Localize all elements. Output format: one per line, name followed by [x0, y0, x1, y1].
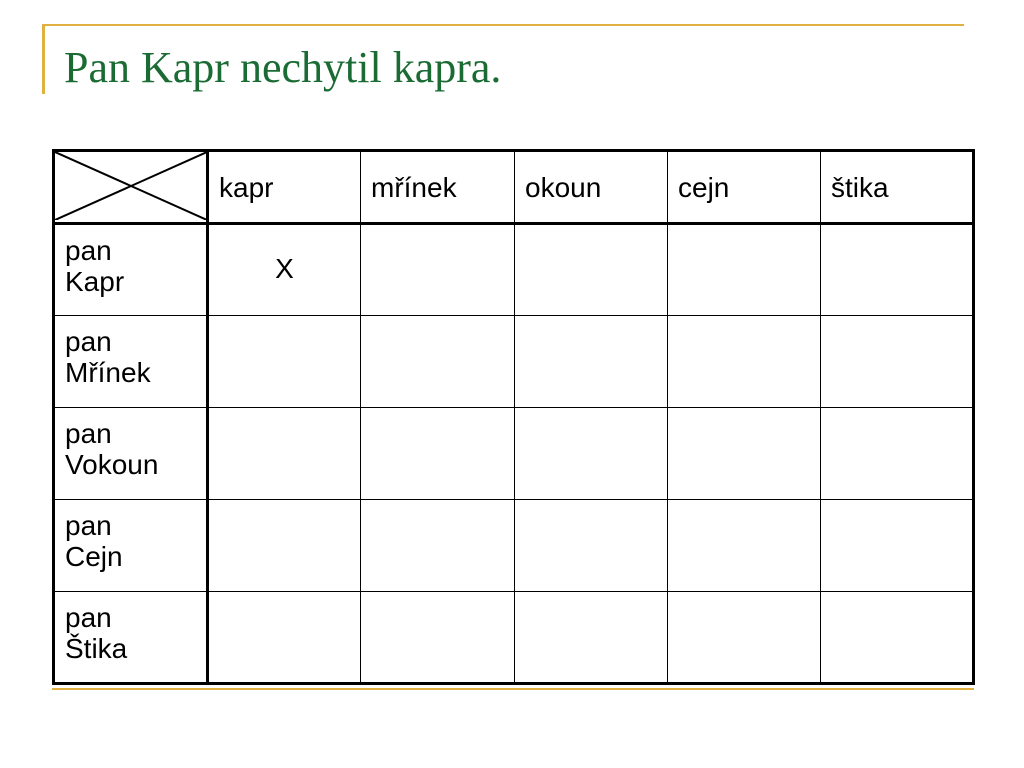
- row-header: [54, 500, 208, 592]
- grid-cell: [668, 500, 821, 592]
- grid-cell: [515, 408, 668, 500]
- row-header-name: Štika: [65, 633, 128, 664]
- row-header: [54, 592, 208, 684]
- grid-cell: [361, 592, 515, 684]
- logic-grid-table: [52, 149, 975, 685]
- table-row: [54, 408, 974, 500]
- row-header-pan: pan: [65, 235, 112, 266]
- grid-cell: [515, 316, 668, 408]
- column-header-kapr: kapr: [208, 151, 361, 224]
- grid-cell: [208, 500, 361, 592]
- grid-cell: [821, 500, 974, 592]
- row-header-name: Kapr: [65, 266, 125, 297]
- row-header-name: Mřínek: [65, 357, 151, 388]
- grid-cell: [361, 500, 515, 592]
- column-header-okoun: okoun: [515, 151, 668, 224]
- table-row: [54, 224, 974, 316]
- bottom-accent-rule: [52, 688, 974, 690]
- row-header: [54, 224, 208, 316]
- grid-cell: [821, 408, 974, 500]
- corner-cross-icon: [55, 152, 207, 220]
- row-header-pan: pan: [65, 510, 112, 541]
- grid-cell: [208, 592, 361, 684]
- column-header-stika: štika: [821, 151, 974, 224]
- column-header-mrinek: mřínek: [361, 151, 515, 224]
- row-header-pan: pan: [65, 418, 112, 449]
- row-header: [54, 408, 208, 500]
- grid-cell: [361, 316, 515, 408]
- row-header-name: Vokoun: [65, 449, 159, 480]
- grid-cell: [821, 316, 974, 408]
- grid-cell: [821, 224, 974, 316]
- grid-cell: [361, 408, 515, 500]
- row-header-pan: pan: [65, 326, 112, 357]
- table-row: [54, 592, 974, 684]
- row-header-pan: pan: [65, 602, 112, 633]
- slide-title: Pan Kapr nechytil kapra.: [64, 43, 502, 92]
- grid-cell: [515, 224, 668, 316]
- grid-cell: [361, 224, 515, 316]
- grid-cell: [208, 408, 361, 500]
- grid-cell: [668, 408, 821, 500]
- corner-cross-cell: [54, 151, 208, 224]
- grid-cell: [208, 316, 361, 408]
- grid-cell: [821, 592, 974, 684]
- grid-cell: [515, 592, 668, 684]
- title-accent-horizontal: [42, 24, 964, 26]
- title-accent-vertical: [42, 24, 45, 94]
- row-header-name: Cejn: [65, 541, 123, 572]
- table-row: [54, 500, 974, 592]
- grid-cell: X: [208, 224, 361, 316]
- row-header: [54, 316, 208, 408]
- header-row: [54, 151, 974, 224]
- column-header-cejn: cejn: [668, 151, 821, 224]
- table-row: [54, 316, 974, 408]
- grid-cell: [668, 224, 821, 316]
- grid-cell: [515, 500, 668, 592]
- grid-cell: [668, 592, 821, 684]
- grid-cell: [668, 316, 821, 408]
